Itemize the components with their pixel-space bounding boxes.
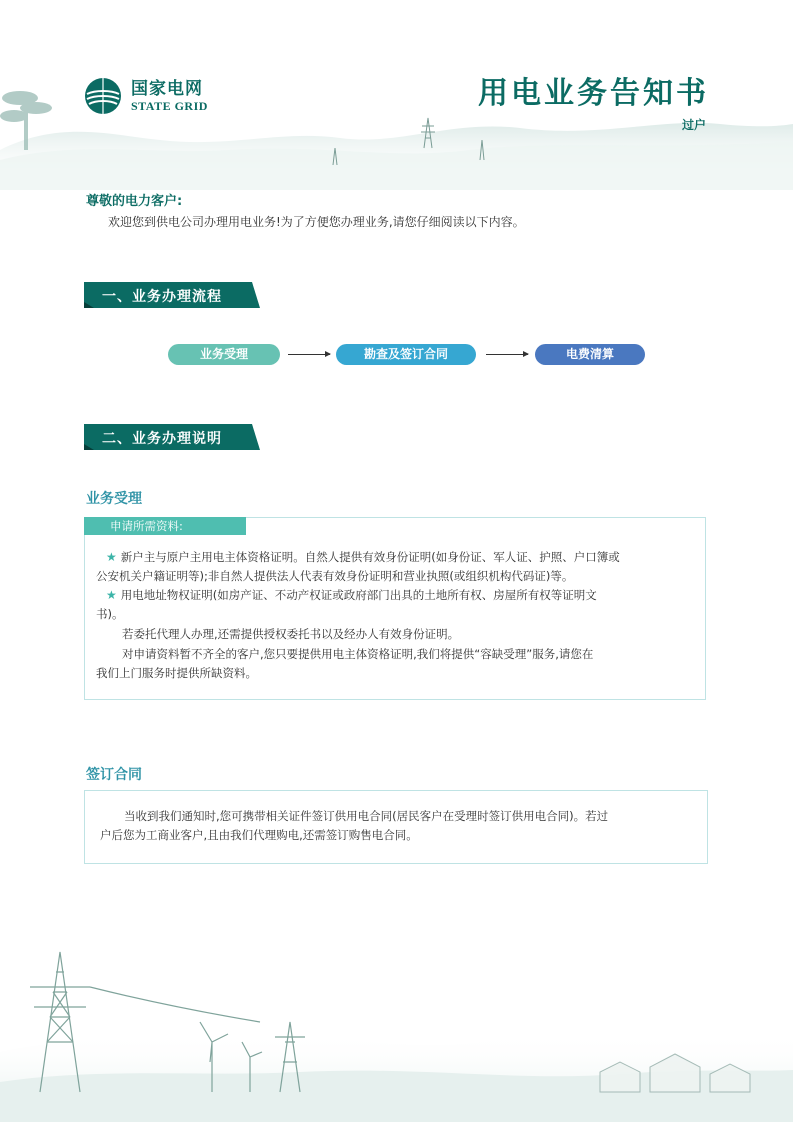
flow-arrow-icon (288, 354, 330, 355)
document-title: 用电业务告知书 (478, 76, 709, 111)
logo-chinese-name: 国家电网 (131, 79, 203, 99)
section-title-process: 一、业务办理流程 (102, 289, 222, 305)
state-grid-emblem-icon (83, 76, 123, 116)
contract-text-cont: 户后您为工商业客户,且由我们代理购电,还需签订购售电合同。 (100, 828, 418, 842)
footer-landscape-decoration (0, 892, 793, 1122)
section-banner-process (84, 282, 260, 308)
process-flow (168, 344, 648, 366)
incomplete-materials-note: 对申请资料暂不齐全的客户,您只要提供用电主体资格证明,我们将提供“容缺受理”服务,请您在 (122, 647, 594, 661)
incomplete-materials-note-cont: 我们上门服务时提供所缺资料。 (96, 666, 257, 680)
proxy-note: 若委托代理人办理,还需提供授权委托书以及经办人有效身份证明。 (122, 627, 460, 641)
intro-text: 欢迎您到供电公司办理用电业务!为了方便您办理业务,请您仔细阅读以下内容。 (108, 215, 525, 229)
section-banner-instructions (84, 424, 260, 450)
logo-english-name: STATE GRID (131, 99, 208, 113)
subheading-acceptance: 业务受理 (86, 491, 142, 507)
flow-step-billing-settlement: 电费清算 (535, 344, 645, 365)
subheading-contract: 签订合同 (86, 767, 142, 783)
flow-arrow-icon (486, 354, 528, 355)
material-item-1-cont: 公安机关户籍证明等);非自然人提供法人代表有效身份证明和营业执照(或组织机构代码证)等。 (96, 569, 574, 583)
flow-step-survey-contract: 勘查及签订合同 (336, 344, 476, 365)
star-icon: ★ (106, 550, 117, 564)
required-materials-tag: 申请所需资料: (84, 517, 246, 535)
material-item-2-cont: 书)。 (96, 607, 124, 621)
greeting: 尊敬的电力客户: (86, 194, 183, 209)
material-item-2: ★ 用电地址物权证明(如房产证、不动产权证或政府部门出具的土地所有权、房屋所有权等证明文 (106, 588, 597, 602)
material-item-1: ★ 新户主与原户主用电主体资格证明。自然人提供有效身份证明(如身份证、军人证、护照、户口簿或 (106, 550, 620, 564)
contract-text: 当收到我们通知时,您可携带相关证件签订供用电合同(居民客户在受理时签订供用电合同)。若过 (124, 809, 609, 823)
section-title-instructions: 二、业务办理说明 (102, 431, 222, 447)
state-grid-logo (83, 76, 208, 116)
star-icon: ★ (106, 588, 117, 602)
flow-step-acceptance: 业务受理 (168, 344, 280, 365)
document-subtitle: 过户 (681, 118, 706, 132)
